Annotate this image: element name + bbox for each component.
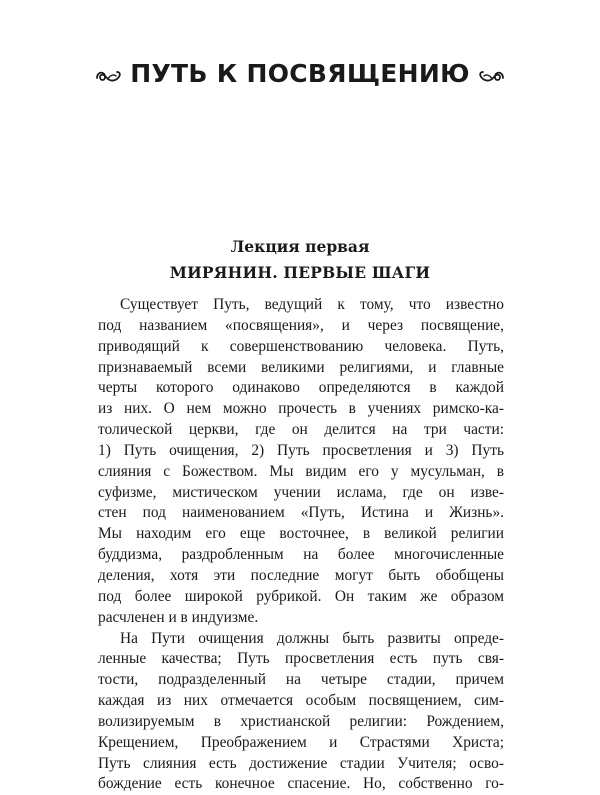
text-line: приводящий к совершенствованию человека. Путь, (98, 337, 504, 355)
text-line: стен под наименованием «Путь, Истина и Жизнь». (98, 504, 504, 522)
lecture-title: МИРЯНИН. ПЕРВЫЕ ШАГИ (169, 263, 431, 282)
text-line: слияния с Божеством. Мы видим его у мусульман, в (98, 462, 504, 480)
lecture-number: Лекция первая (230, 237, 370, 256)
text-line: бождение есть конечное спасение. Но, собственно го- (98, 775, 504, 793)
text-line: Мы находим его еще восточнее, в великой религии (98, 525, 504, 543)
chapter-heading (0, 54, 600, 94)
text-line: буддизма, раздробленным на более многочисленные (98, 546, 504, 564)
text-line: Существует Путь, ведущий к тому, что известно (120, 296, 504, 313)
text-line: под более широкой рубрикой. Он таким же образом (98, 587, 504, 605)
text-line: каждая из них отмечается особым посвящением, сим- (98, 692, 504, 710)
chapter-title: ПУТЬ К ПОСВЯЩЕНИЮ (130, 59, 470, 88)
text-line: Путь слияния есть достижение стадии Учителя; осво- (98, 754, 504, 772)
text-line: деления, хотя эти последние могут быть обобщены (98, 566, 504, 584)
text-line: черты которого одинаково определяются в каждой (98, 379, 504, 397)
text-line: суфизме, мистическом учении ислама, где он изве- (98, 483, 504, 501)
body-text (98, 295, 504, 795)
flourish-right-icon (476, 66, 506, 86)
text-line: толической церкви, где он делится на три части: (98, 421, 504, 439)
text-line: расчленен и в индуизме. (98, 608, 259, 626)
text-line: тости, подразделенный на четыре стадии, причем (98, 671, 504, 689)
text-line: Крещением, Преображением и Страстями Христа; (98, 733, 504, 751)
text-line: под названием «посвящения», и через посвящение, (98, 316, 504, 334)
text-line: На Пути очищения должны быть развиты опреде- (120, 629, 504, 647)
text-line: волизируемым в христианской религии: Рождением, (98, 712, 504, 730)
text-line: 1) Путь очищения, 2) Путь просветления и 3) Путь (98, 441, 504, 459)
flourish-left-icon (94, 66, 124, 86)
text-line: ленные качества; Путь просветления есть путь свя- (98, 650, 504, 668)
text-line: из них. О нем можно прочесть в учениях римско-ка- (98, 400, 504, 418)
text-line: признаваемый всеми великими религиями, и главные (98, 358, 504, 376)
